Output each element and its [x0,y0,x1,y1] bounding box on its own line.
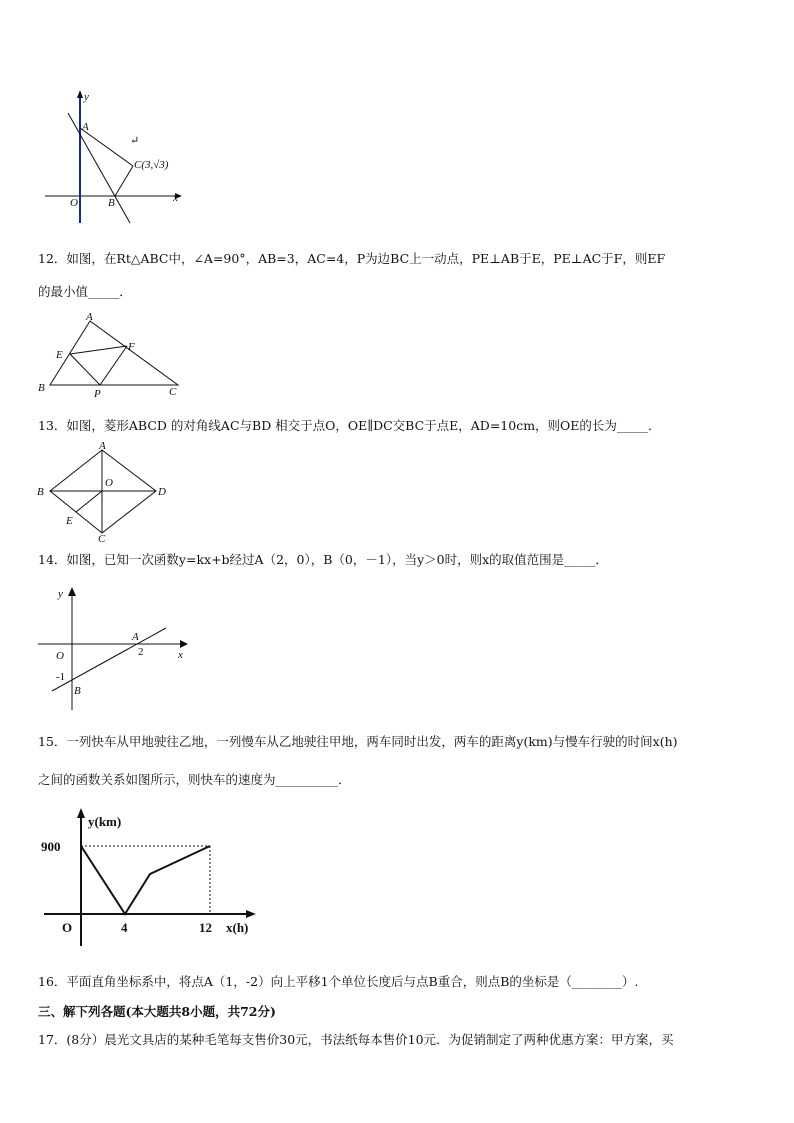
q13-line1: 13．如图，菱形ABCD 的对角线AC与BD 相交于点O，OE∥DC交BC于点E，AD=10cm，则OE的长为_____． [38,418,661,433]
fig13-a-label: A [99,440,106,452]
fig13-b-label: B [37,486,44,498]
fig14-y-label: y [58,588,63,600]
distance-graph-line [81,846,210,914]
fig11-origin-label: O [70,197,78,209]
q12-line1: 12．如图，在Rt△ABC中，∠A=90°，AB=3，AC=4，P为边BC上一动点，PE⊥AB于E，PE⊥AC于F，则EF [38,251,666,266]
segment-pe [70,354,100,385]
function-line [52,628,166,691]
fig14-x-label: x [178,649,183,661]
fig14-b-label: B [74,685,81,697]
segment-pf [100,346,127,385]
q15-figure [36,806,266,954]
fig12-p-label: P [94,388,101,400]
section3-heading: 三、解下列各题(本大题共8小题，共72分) [38,1004,276,1019]
x-axis-arrow-icon [246,910,256,918]
q13-figure [36,440,176,544]
fig11-c-label: C(3,√3) [134,159,169,171]
fig11-a-label: A [82,121,89,133]
q16-line1: 16．平面直角坐标系中，将点A（1，-2）向上平移1个单位长度后与点B重合，则点B的坐标是（________）. [38,974,639,989]
fig14-two-label: 2 [138,646,144,658]
fig11-b-label: B [108,197,115,209]
segment-ac [80,128,133,166]
segment-oe [76,491,102,512]
q14-figure [36,582,196,712]
fig15-4-label: 4 [121,920,128,935]
q15-line1: 15．一列快车从甲地驶往乙地，一列慢车从乙地驶往甲地，两车同时出发，两车的距离y(km)与慢车行驶的时间x(h) [38,734,678,749]
fig15-xlabel: x(h) [226,920,249,935]
fig12-c-label: C [169,386,177,398]
x-axis-arrow-icon [180,640,188,648]
fig15-12-label: 12 [199,920,212,935]
segment-ef [70,346,127,354]
y-axis-arrow-icon [77,808,85,818]
q15-line2: 之间的函数关系如图所示，则快车的速度为__________． [38,772,351,787]
fig12-b-label: B [38,382,45,394]
fig13-e-label: E [66,515,73,527]
fig11-return-mark: ↵ [130,135,140,147]
triangle-abc [50,321,178,385]
fig14-a-label: A [132,631,139,643]
fig12-f-label: F [128,341,135,353]
q12-figure [36,308,186,400]
q12-line2: 的最小值_____． [38,284,132,299]
fig11-x-label: x [173,192,178,204]
fig15-ylabel: y(km) [88,814,122,829]
segment-cb [115,166,133,196]
y-axis-arrow-icon [77,90,83,98]
fig15-900-label: 900 [41,839,61,854]
fig14-o-label: O [56,650,64,662]
fig12-a-label: A [86,311,93,323]
fig13-d-label: D [158,486,166,498]
fig13-c-label: C [98,533,106,545]
y-axis-arrow-icon [68,587,76,596]
fig15-origin-label: O [62,920,73,935]
q11-figure [40,88,190,228]
q14-line1: 14．如图，已知一次函数y=kx+b经过A（2，0），B（0，－1），当y＞0时，则x的取值范围是_____． [38,552,608,567]
fig12-e-label: E [56,349,63,361]
fig14-neg1-label: -1 [56,671,66,683]
fig11-y-label: y [84,91,89,103]
q17-line1: 17．(8分）晨光文具店的某种毛笔每支售价30元，书法纸每本售价10元．为促销制定了两种优惠方案：甲方案，买 [38,1032,674,1047]
fig13-o-label: O [105,477,113,489]
